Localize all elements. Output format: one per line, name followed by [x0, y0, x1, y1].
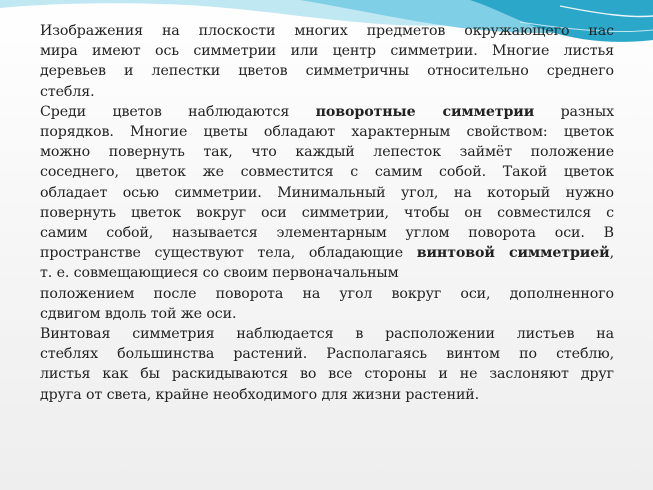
text-line: Винтовая симметрия наблюдается в расположении листьев на — [40, 326, 614, 343]
text-line: друга от света, крайне необходимого для жизни растений. — [40, 386, 480, 403]
text-run: , — [609, 245, 614, 262]
text-line: стеблях большинства растений. Располагаясь винтом по стеблю, — [40, 346, 614, 363]
text-run: пространстве существуют тела, обладающие — [40, 245, 417, 262]
bold-term-rotational-symmetry: поворотные симметрии — [315, 103, 535, 120]
body-text — [40, 21, 614, 405]
paragraph-1 — [40, 21, 614, 102]
text-run: Среди цветов наблюдаются — [40, 103, 316, 120]
text-line: деревьев и лепестки цветов симметричны относительно среднего — [40, 63, 614, 80]
text-line: листья как бы раскидываются во все стороны и не заслоняют друг — [40, 366, 614, 383]
text-line: стебля. — [40, 83, 95, 100]
text-line: т. е. совмещающиеся со своим первоначальным — [40, 265, 399, 282]
text-line: положением после поворота на угол вокруг оси, дополненного — [40, 285, 614, 302]
text-line: можно повернуть так, что каждый лепесток займёт положение — [40, 144, 614, 161]
text-line: соседнего, цветок же совместится с самим собой. Такой цветок — [40, 164, 614, 181]
text-run: разных — [534, 103, 614, 120]
text-line — [40, 102, 614, 122]
text-line: мира имеют ось симметрии или центр симметрии. Многие листья — [40, 43, 614, 60]
bold-term-screw-symmetry: винтовой симметрией — [416, 245, 610, 262]
text-line: порядков. Многие цветы обладают характерным свойством: цветок — [40, 124, 614, 141]
text-line: обладает осью симметрии. Минимальный угол, на который нужно — [40, 184, 614, 201]
text-line: повернуть цветок вокруг оси симметрии, чтобы он совместился с — [40, 204, 614, 221]
text-line: Изображения на плоскости многих предметов окружающего нас — [40, 23, 614, 39]
paragraph-3 — [40, 324, 614, 405]
text-line: сдвигом вдоль той же оси. — [40, 305, 237, 322]
text-line: самим собой, называется элементарным углом поворота оси. В — [40, 225, 614, 242]
text-line — [40, 243, 614, 263]
paragraph-2 — [40, 102, 614, 324]
